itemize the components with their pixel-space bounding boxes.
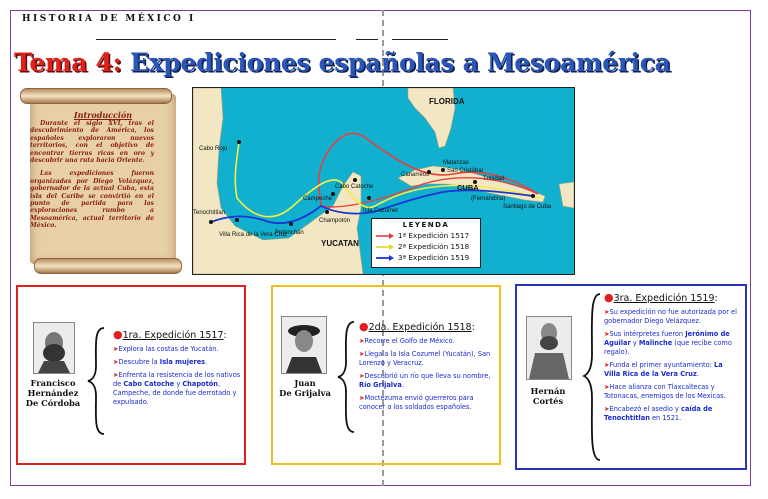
scroll-roll-bottom <box>34 258 182 274</box>
name-line: Cortés <box>532 396 564 406</box>
expedition-items <box>604 308 741 427</box>
map-label: (Fernandina) <box>471 196 506 202</box>
portrait-grijalva <box>281 316 327 374</box>
name-line: De Córdoba <box>25 398 81 408</box>
map-label: YUCATAN <box>321 239 359 248</box>
scroll-roll-top <box>20 88 172 104</box>
map-label: Potonchán <box>275 230 304 236</box>
legend-label: 3ª Expedición 1519 <box>398 253 470 262</box>
brace-icon <box>336 320 358 434</box>
legend-label: 2ª Expedición 1518 <box>398 242 470 251</box>
person-name <box>518 386 578 406</box>
list-item: ➤Descubrió un río que lleva su nombre, Río Grijalva. <box>359 372 491 389</box>
list-item: ➤Explora las costas de Yucatán. <box>113 345 219 353</box>
header-underline <box>356 39 378 40</box>
legend-item <box>376 253 480 263</box>
tenochtitlan-dot <box>209 220 213 224</box>
title-prefix: Tema 4: <box>14 48 122 77</box>
cabo-rojo-dot <box>237 140 241 144</box>
header-underline <box>96 39 336 40</box>
legend-item <box>376 231 480 241</box>
expedition-items <box>359 337 494 416</box>
map-label: Canarreos <box>401 172 430 178</box>
person-name <box>22 378 84 408</box>
cozumel-dot <box>367 196 371 200</box>
legend-item <box>376 242 480 252</box>
portrait-cordoba <box>33 322 75 374</box>
header-underline <box>392 39 448 40</box>
brace-icon <box>86 326 108 436</box>
map-label: Villa Rica de la Vera Cruz <box>219 232 287 238</box>
list-item: ➤Hace alianza con Tlaxcaltecas y Totonacas, enemigos de los Mexicas. <box>604 383 726 400</box>
list-item: ➤Sus intérpretes fueron Jerónimo de Aguilar y Malinche (que recibe como regalo). <box>604 330 732 356</box>
name-line: De Grijalva <box>279 388 331 398</box>
course-header: HISTORIA DE MÉXICO I <box>22 14 196 24</box>
map-label: Isla Cozumel <box>363 208 398 214</box>
map-label: San Cristóbal <box>447 168 484 174</box>
list-item: ➤Su expedición no fue autorizada por el gobernador Diego Velázquez. <box>604 308 737 325</box>
intro-heading: Introducción <box>73 110 133 120</box>
map-label: Campeche <box>303 196 333 202</box>
expedition-items <box>113 345 248 411</box>
person-name <box>274 378 336 398</box>
map-legend <box>371 218 481 268</box>
list-item: ➤Funda el primer ayuntamiento: La Villa Rica de la Vera Cruz. <box>604 361 723 378</box>
map-label: CUBA <box>457 183 479 192</box>
map-label: Champotón <box>319 218 351 224</box>
portrait-cortes <box>526 316 572 380</box>
map-label: Matanzas <box>443 160 470 166</box>
map-label: Trinidad <box>483 176 505 182</box>
list-item: ➤Encabezó el asedio y caída de Tenochtitlan en 1521. <box>604 405 713 422</box>
intro-paragraph: Las expediciones fueron organizadas por Diego Velázquez, gobernador de la actual Cuba, esta isla del Caribe se convirtió en el punto de partida para las exploraciones rumbo a Mesoamérica, actual territorio de México. <box>30 170 154 230</box>
list-item: ➤Descubre la Isla mujeres. <box>113 358 208 366</box>
legend-label: 1ª Expedición 1517 <box>398 231 470 240</box>
name-line: Francisco <box>30 378 76 388</box>
potonchan-dot <box>289 222 293 226</box>
map-label: Santiago de Cuba <box>503 204 552 210</box>
map-label: Tenochtitlan <box>193 210 226 216</box>
brace-icon <box>582 292 604 462</box>
matanzas-dot <box>441 168 445 172</box>
list-item: ➤Enfrenta la resistencia de los nativos de Cabo Catoche y Chapotón, Campeche, de donde fue derrotado y expulsado. <box>113 371 241 406</box>
name-line: Hernán <box>530 386 566 396</box>
intro-paragraph: Durante el siglo XVI, tras el descubrimiento de América, los españoles exploraron nuevos territorios, con el objetivo de encontrar tierras ricas en oro y descubrir una ruta hacia Oriente. <box>30 120 154 165</box>
list-item: ➤Llega a la Isla Cozumel (Yucatán), San Lorenzo y Veracruz. <box>359 350 491 367</box>
page-title <box>14 48 671 77</box>
name-line: Hernández <box>27 388 79 398</box>
cabo-catoche-dot <box>353 178 357 182</box>
santiago-dot <box>531 194 535 198</box>
expedition-title: ●1ra. Expedición 1517: <box>113 328 227 341</box>
villa-rica-dot <box>235 218 239 222</box>
name-line: Juan <box>294 378 316 388</box>
expedition-title: ●2da. Expedición 1518: <box>359 320 475 333</box>
map-label: Cabo Rojo <box>199 146 228 152</box>
intro-text <box>30 120 154 236</box>
map-label: FLORIDA <box>429 97 465 106</box>
list-item: ➤Moctezuma envió guerreros para conocer a los soldados españoles. <box>359 394 474 411</box>
list-item: ➤Recorre el Golfo de México. <box>359 337 455 345</box>
title-main: Expediciones españolas a Mesoamérica <box>129 48 671 77</box>
champoton-dot <box>325 210 329 214</box>
legend-title: LEYENDA <box>402 221 450 229</box>
expedition-title: ●3ra. Expedición 1519: <box>604 291 718 304</box>
map-label: Cabo Catoche <box>335 184 374 190</box>
